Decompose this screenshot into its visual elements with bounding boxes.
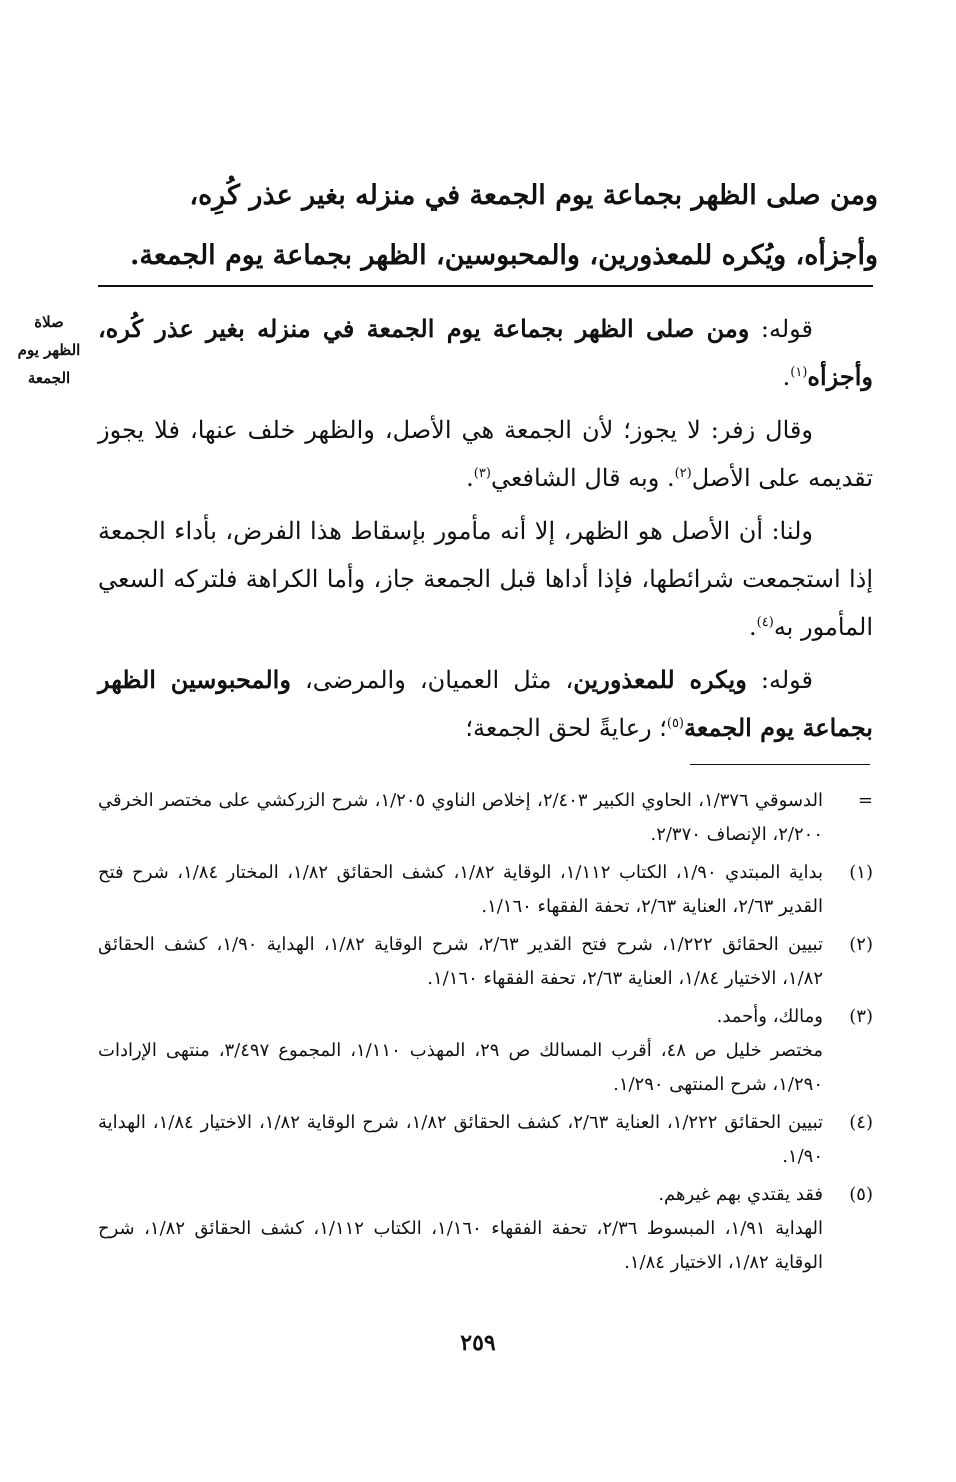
paragraph-text: وقال زفر: لا يجوز؛ لأن الجمعة هي الأصل، والظهر خلف عنها، فلا يجوز تقديمه على الأصل — [98, 416, 873, 492]
paragraph-text: ، مثل العميان، والمرضى، — [290, 666, 574, 694]
punctuation: . — [466, 464, 474, 492]
footnote-mark: (٥) — [849, 1184, 873, 1205]
matn-line: وأجزأه، ويُكره للمعذورين، والمحبوسين، الظهر بجماعة يوم الجمعة. — [130, 240, 878, 271]
page-number: ٢٥٩ — [460, 1330, 496, 1356]
footnote-text: بداية المبتدي ١/٩٠، الكتاب ١/١١٢، الوقاية ١/٨٢، كشف الحقائق ١/٨٢، المختار ١/٨٤، شرح فتح القدير ٢/٦٣، العناية ٢/٦٣، تحفة الفقهاء ١/١٦٠. — [98, 862, 823, 917]
matn-divider — [98, 285, 873, 287]
paragraph-text: ؛ رعايةً لحق الجمعة؛ — [465, 714, 667, 742]
quoted-text: ومن صلى الظهر بجماعة يوم الجمعة في منزله بغير عذر كُره، وأجزأه — [98, 314, 873, 391]
commentary-paragraph — [98, 656, 873, 752]
footnote-mark: (٣) — [849, 1006, 873, 1027]
footnote-ref[interactable]: (١) — [790, 365, 808, 380]
margin-note-line: صلاة — [34, 313, 64, 331]
footnote-ref[interactable]: (٢) — [674, 466, 692, 481]
commentary-paragraph — [98, 406, 873, 502]
punctuation: . — [782, 363, 791, 391]
quoted-text: والمحبوسين الظهر بجماعة يوم الجمعة — [98, 665, 873, 742]
footnote-text: الدسوقي ١/٣٧٦، الحاوي الكبير ٢/٤٠٣، إخلاص الناوي ١/٢٠٥، شرح الزركشي على مختصر الخرقي ٢/٢٠٠، الإنصاف ٢/٣٧٠. — [98, 790, 823, 845]
footnote-mark: (٢) — [849, 934, 873, 955]
footnote-text: تبيين الحقائق ١/٢٢٢، العناية ٢/٦٣، كشف الحقائق ١/٨٢، شرح الوقاية ١/٨٢، الاختيار ١/٨٤، الهداية ١/٩٠. — [98, 1112, 824, 1167]
margin-note — [8, 308, 90, 392]
footnote-mark: (٤) — [849, 1112, 873, 1133]
footnote — [98, 928, 873, 996]
quoted-text: ويكره للمعذورين — [573, 665, 747, 694]
footnote — [98, 1106, 873, 1174]
footnote-text: ومالك، وأحمد. — [716, 1006, 823, 1027]
footnote — [98, 1000, 873, 1102]
paragraph-text: . وبه قال الشافعي — [490, 464, 675, 492]
footnote-text: فقد يقتدي بهم غيرهم. — [658, 1184, 823, 1205]
paragraph-text: ولنا: أن الأصل هو الظهر، إلا أنه مأمور بإسقاط هذا الفرض، بأداء الجمعة إذا استجمعت شرائطها، فإذا أداها قبل الجمعة جاز، وأما الكراهة فلتركه السعي المأمور به — [98, 517, 873, 641]
footnote-ref[interactable]: (٣) — [473, 466, 491, 481]
footnote — [98, 784, 873, 852]
footnote-mark: (١) — [849, 862, 873, 883]
footnotes — [98, 784, 873, 1284]
footnote-divider — [690, 764, 870, 765]
quote-lead: قوله: — [746, 666, 813, 694]
matn-text — [88, 166, 878, 286]
footnote-mark: = — [857, 790, 873, 811]
footnote — [98, 856, 873, 924]
margin-note-line: الجمعة — [27, 369, 71, 387]
commentary-paragraph — [98, 305, 873, 401]
commentary-paragraph — [98, 507, 873, 651]
footnote-text: تبيين الحقائق ١/٢٢٢، شرح فتح القدير ٢/٦٣، شرح الوقاية ١/٨٢، الهداية ١/٩٠، كشف الحقائق ١/٨٢، الاختيار ١/٨٤، العناية ٢/٦٣، تحفة الفقهاء ١/١٦٠. — [98, 934, 823, 989]
quote-lead: قوله: — [749, 315, 813, 343]
footnote-text: الهداية ١/٩١، المبسوط ٢/٣٦، تحفة الفقهاء ١/١٦٠، الكتاب ١/١١٢، كشف الحقائق ١/٨٢، شرح الوقاية ١/٨٢، الاختيار ١/٨٤. — [98, 1218, 823, 1273]
footnote-ref[interactable]: (٥) — [666, 716, 684, 731]
footnote-text: مختصر خليل ص ٤٨، أقرب المسالك ص ٢٩، المهذب ١/١١٠، المجموع ٣/٤٩٧، منتهى الإرادات ١/٢٩٠، شرح المنتهى ١/٢٩٠. — [98, 1040, 824, 1095]
punctuation: . — [749, 613, 757, 641]
commentary — [98, 305, 873, 757]
footnote-ref[interactable]: (٤) — [756, 615, 774, 630]
matn-line: ومن صلى الظهر بجماعة يوم الجمعة في منزله بغير عذر كُرِه، — [189, 180, 878, 211]
margin-note-line: الظهر يوم — [17, 341, 81, 359]
footnote — [98, 1178, 873, 1280]
